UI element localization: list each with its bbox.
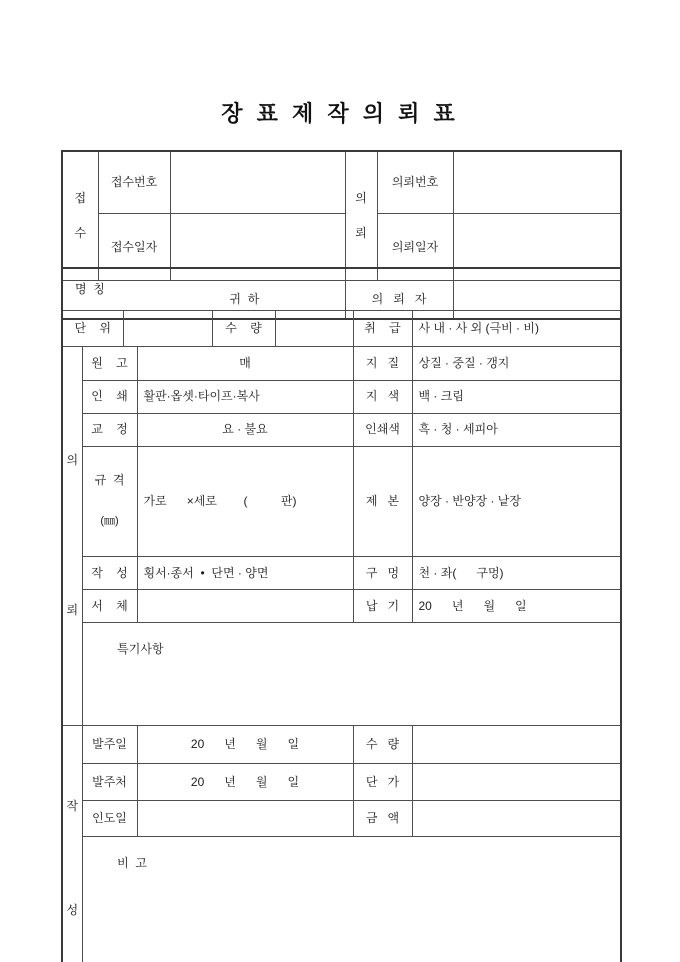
production-section-char-top: 작 (66, 799, 79, 814)
remarks-row (62, 836, 621, 962)
size-label: 규 격 (94, 473, 125, 488)
receipt-group-cell (62, 151, 98, 280)
due-date-label: 납 기 (353, 589, 412, 622)
size-row (62, 446, 621, 556)
request-group-char-bottom: 뢰 (355, 226, 367, 241)
proofreading-label: 교 정 (82, 413, 137, 446)
unit-row (62, 310, 621, 346)
composition-label: 작 성 (82, 556, 137, 589)
unit-price-label: 단 가 (353, 764, 412, 801)
quantity-value (275, 310, 353, 346)
paper-color-options: 백 · 크림 (412, 380, 621, 413)
header-row-1 (62, 151, 621, 214)
production-section-char-bottom: 성 (66, 903, 79, 918)
order-date-label: 발주일 (82, 725, 137, 763)
typeface-value (137, 589, 353, 622)
order-place-row (62, 764, 621, 801)
request-group-stack (346, 181, 377, 251)
requester-label: 의 뢰 자 (345, 280, 453, 319)
special-notes-cell (82, 622, 621, 725)
request-section-group-cell (62, 346, 82, 725)
handling-options: 사 내 · 사 외 (극비 · 비) (412, 310, 621, 346)
receipt-no-label: 접수번호 (98, 151, 170, 214)
delivery-date-row (62, 801, 621, 837)
request-section-char-top: 의 (66, 453, 79, 468)
unit-price-value (412, 764, 621, 801)
request-date-label: 의뢰일자 (377, 214, 453, 280)
binding-label: 제 본 (353, 446, 412, 556)
proofreading-options: 요 · 불요 (137, 413, 353, 446)
due-date-value: 20 년 월 일 (412, 589, 621, 622)
order-place-label: 발주처 (82, 764, 137, 801)
handling-label: 취 급 (353, 310, 412, 346)
receipt-date-label: 접수일자 (98, 214, 170, 280)
paper-quality-options: 상질 · 중질 · 갱지 (412, 346, 621, 380)
order-place-value: 20 년 월 일 (137, 764, 353, 801)
request-section-char-bottom: 뢰 (66, 603, 79, 618)
request-no-label: 의뢰번호 (377, 151, 453, 214)
addressee-label: 귀 하 (62, 280, 345, 319)
amount-label: 금 액 (353, 801, 412, 837)
printing-options: 활판·옵셋·타이프·복사 (137, 380, 353, 413)
special-notes-row (62, 622, 621, 725)
composition-options: 횡서·종서 • 단면 · 양면 (137, 556, 353, 589)
manuscript-label: 원 고 (82, 346, 137, 380)
remarks-label: 비 고 (117, 856, 148, 871)
typeface-label: 서 체 (82, 589, 137, 622)
binding-options: 양장 · 반양장 · 낱장 (412, 446, 621, 556)
page-title: 장 표 제 작 의 뢰 표 (221, 101, 459, 126)
receipt-group-stack (63, 181, 98, 251)
hole-label: 구 멍 (353, 556, 412, 589)
print-color-options: 흑 · 청 · 세피아 (412, 413, 621, 446)
prod-quantity-label: 수 량 (353, 725, 412, 763)
request-group-char-top: 의 (355, 191, 367, 206)
remarks-cell (82, 836, 621, 962)
receipt-no-value (170, 151, 345, 214)
size-label-cell (82, 446, 137, 556)
paper-color-label: 지 색 (353, 380, 412, 413)
size-unit-label: (㎜) (100, 515, 119, 528)
paper-quality-label: 지 질 (353, 346, 412, 380)
order-date-row (62, 725, 621, 763)
name-label: 명 칭 (62, 268, 621, 310)
manuscript-row (62, 346, 621, 380)
unit-value (123, 310, 212, 346)
typeface-row (62, 589, 621, 622)
request-group-cell (345, 151, 377, 280)
amount-value (412, 801, 621, 837)
quantity-label: 수 량 (212, 310, 275, 346)
hole-options: 천 · 좌( 구멍) (412, 556, 621, 589)
order-date-value: 20 년 월 일 (137, 725, 353, 763)
receipt-group-char-bottom: 수 (74, 226, 87, 241)
name-row (62, 268, 621, 310)
print-color-label: 인쇄색 (353, 413, 412, 446)
manuscript-value: 매 (137, 346, 353, 380)
prod-quantity-value (412, 725, 621, 763)
body-table (61, 267, 622, 962)
composition-row (62, 556, 621, 589)
production-section-group-stack (63, 755, 82, 962)
request-section-group-stack (63, 386, 82, 686)
size-value: 가로 ×세로 ( 판) (137, 446, 353, 556)
special-notes-label: 특기사항 (117, 642, 164, 657)
proofreading-row (62, 413, 621, 446)
production-section-group-cell (62, 725, 82, 962)
unit-label: 단 위 (62, 310, 123, 346)
printing-row (62, 380, 621, 413)
delivery-date-label: 인도일 (82, 801, 137, 837)
receipt-group-char-top: 접 (74, 191, 87, 206)
request-no-value (453, 151, 621, 214)
printing-label: 인 쇄 (82, 380, 137, 413)
delivery-date-value (137, 801, 353, 837)
